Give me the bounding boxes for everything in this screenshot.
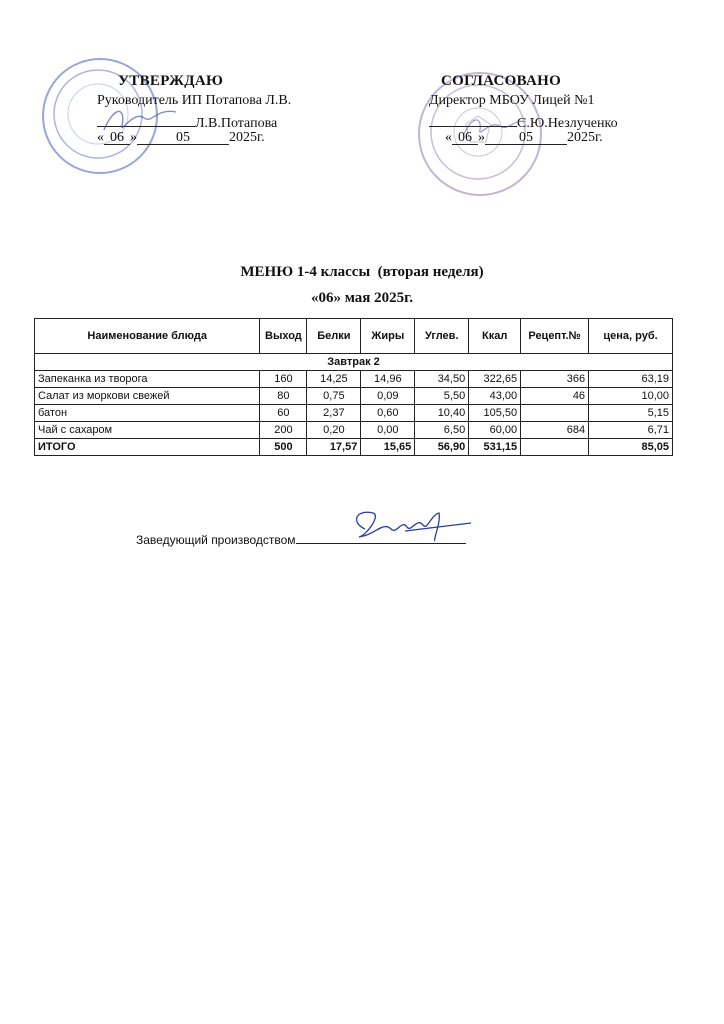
total-row [35, 439, 673, 456]
cell-price: 63,19 [589, 371, 673, 388]
cell-output: 200 [260, 422, 307, 439]
cell-protein: 0,20 [307, 422, 361, 439]
left-signature-scribble [100, 100, 180, 140]
cell-price: 6,71 [589, 422, 673, 439]
cell-protein: 2,37 [307, 405, 361, 422]
total-protein: 17,57 [307, 439, 361, 456]
cell-recipe: 684 [521, 422, 589, 439]
date-year: 2025г. [567, 130, 603, 145]
approve-right-position: Директор МБОУ Лицей №1 [429, 93, 595, 108]
date-open-quote: « [97, 130, 104, 145]
cell-kcal: 43,00 [469, 388, 521, 405]
cell-output: 160 [260, 371, 307, 388]
cell-price: 5,15 [589, 405, 673, 422]
total-kcal: 531,15 [469, 439, 521, 456]
cell-carbs: 34,50 [415, 371, 469, 388]
cell-name: Салат из моркови свежей [35, 388, 260, 405]
col-header-fat: Жиры [361, 319, 415, 354]
col-header-kcal: Ккал [469, 319, 521, 354]
approve-left-title: УТВЕРЖДАЮ [118, 73, 224, 89]
cell-output: 80 [260, 388, 307, 405]
document-title: МЕНЮ 1-4 классы (вторая неделя) [240, 264, 484, 280]
total-label: ИТОГО [35, 439, 260, 456]
cell-protein: 14,25 [307, 371, 361, 388]
menu-table [34, 318, 673, 456]
approve-left-signer: Л.В.Потапова [195, 116, 278, 131]
day-value: 06 [110, 130, 124, 145]
month-value: 05 [176, 130, 190, 145]
cell-fat: 0,00 [361, 422, 415, 439]
cell-recipe: 366 [521, 371, 589, 388]
total-price: 85,05 [589, 439, 673, 456]
cell-kcal: 322,65 [469, 371, 521, 388]
cell-carbs: 6,50 [415, 422, 469, 439]
document-date: «06» мая 2025г. [310, 290, 414, 306]
cell-output: 60 [260, 405, 307, 422]
col-header-price: цена, руб. [589, 319, 673, 354]
cell-name: батон [35, 405, 260, 422]
month-value: 05 [519, 130, 533, 145]
total-recipe [521, 439, 589, 456]
date-year: 2025г. [229, 130, 265, 145]
section-row [35, 354, 673, 371]
date-close-quote: » [478, 130, 485, 145]
cell-recipe: 46 [521, 388, 589, 405]
date-open-quote: « [445, 130, 452, 145]
cell-fat: 0,09 [361, 388, 415, 405]
cell-protein: 0,75 [307, 388, 361, 405]
footer-label: Заведующий производством [136, 533, 296, 547]
table-header-row [35, 319, 673, 354]
table-row [35, 405, 673, 422]
cell-price: 10,00 [589, 388, 673, 405]
footer-handwritten-signature [345, 505, 475, 545]
day-value: 06 [458, 130, 472, 145]
cell-fat: 0,60 [361, 405, 415, 422]
total-carbs: 56,90 [415, 439, 469, 456]
table-row [35, 422, 673, 439]
cell-kcal: 60,00 [469, 422, 521, 439]
col-header-carbs: Углев. [415, 319, 469, 354]
col-header-recipe: Рецепт.№ [521, 319, 589, 354]
cell-name: Запеканка из творога [35, 371, 260, 388]
cell-recipe [521, 405, 589, 422]
cell-fat: 14,96 [361, 371, 415, 388]
approve-right-title: СОГЛАСОВАНО [441, 73, 562, 89]
approve-right-signer: С.Ю.Незлученко [517, 116, 618, 131]
date-close-quote: » [130, 130, 137, 145]
table-row [35, 388, 673, 405]
right-signature-scribble [460, 112, 530, 142]
cell-carbs: 10,40 [415, 405, 469, 422]
table-row [35, 371, 673, 388]
col-header-name: Наименование блюда [35, 319, 260, 354]
total-output: 500 [260, 439, 307, 456]
cell-kcal: 105,50 [469, 405, 521, 422]
col-header-output: Выход [260, 319, 307, 354]
total-fat: 15,65 [361, 439, 415, 456]
section-title: Завтрак 2 [35, 354, 673, 371]
col-header-protein: Белки [307, 319, 361, 354]
approve-left-position: Руководитель ИП Потапова Л.В. [97, 93, 292, 108]
cell-name: Чай с сахаром [35, 422, 260, 439]
cell-carbs: 5,50 [415, 388, 469, 405]
